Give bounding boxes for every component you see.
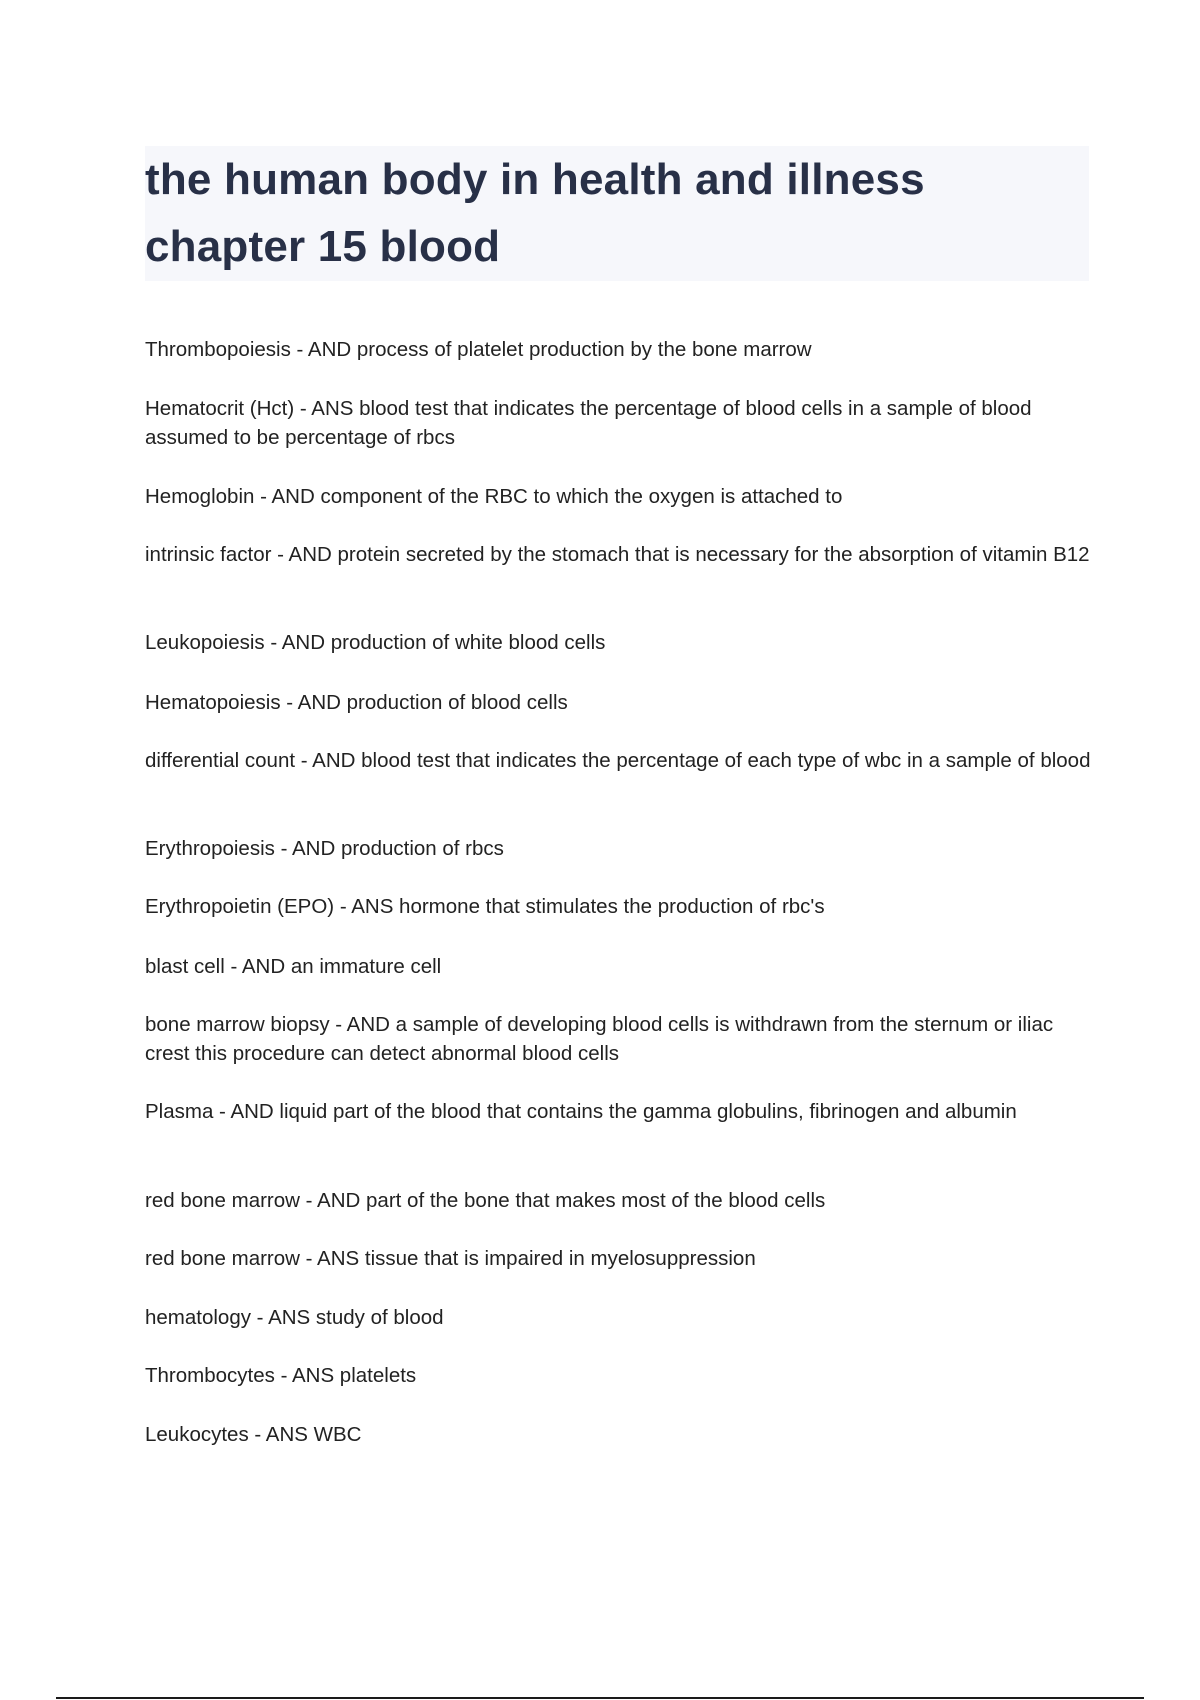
title-line-2: chapter 15 blood — [145, 222, 501, 271]
title-banner — [145, 146, 1089, 281]
flashcard-entry: Leukocytes - ANS WBC — [145, 1423, 362, 1446]
flashcard-entry: Hematocrit (Hct) - ANS blood test that indicates the percentage of blood cells in a sample of blood assumed to be percentage of rbcs — [145, 397, 1032, 449]
footer-divider — [56, 1697, 1144, 1699]
title-line-1: the human body in health and illness — [145, 155, 925, 204]
flashcard-entry: Plasma - AND liquid part of the blood that contains the gamma globulins, fibrinogen and albumin — [145, 1100, 1017, 1123]
flashcard-entry: red bone marrow - ANS tissue that is impaired in myelosuppression — [145, 1247, 756, 1270]
flashcard-entry: Leukopoiesis - AND production of white blood cells — [145, 631, 606, 654]
flashcard-entry: Thrombopoiesis - AND process of platelet production by the bone marrow — [145, 338, 812, 361]
flashcard-entry: Hemoglobin - AND component of the RBC to which the oxygen is attached to — [145, 485, 843, 508]
document-title — [145, 146, 1089, 280]
flashcard-entry: differential count - AND blood test that indicates the percentage of each type of wbc in a sample of blood — [145, 749, 1091, 772]
flashcard-entry: Thrombocytes - ANS platelets — [145, 1364, 417, 1387]
flashcard-entry: Erythropoietin (EPO) - ANS hormone that stimulates the production of rbc's — [145, 895, 825, 918]
flashcard-entry: hematology - ANS study of blood — [145, 1306, 444, 1329]
flashcard-entry: blast cell - AND an immature cell — [145, 955, 442, 978]
flashcard-entry: Hematopoiesis - AND production of blood cells — [145, 691, 568, 714]
flashcard-entry: intrinsic factor - AND protein secreted by the stomach that is necessary for the absorption of vitamin B12 — [145, 543, 1090, 566]
flashcard-entry: Erythropoiesis - AND production of rbcs — [145, 837, 504, 860]
flashcard-entry: red bone marrow - AND part of the bone that makes most of the blood cells — [145, 1189, 826, 1212]
flashcard-entry: bone marrow biopsy - AND a sample of developing blood cells is withdrawn from the sternum or iliac crest this procedure can detect abnormal blood cells — [145, 1013, 1054, 1065]
